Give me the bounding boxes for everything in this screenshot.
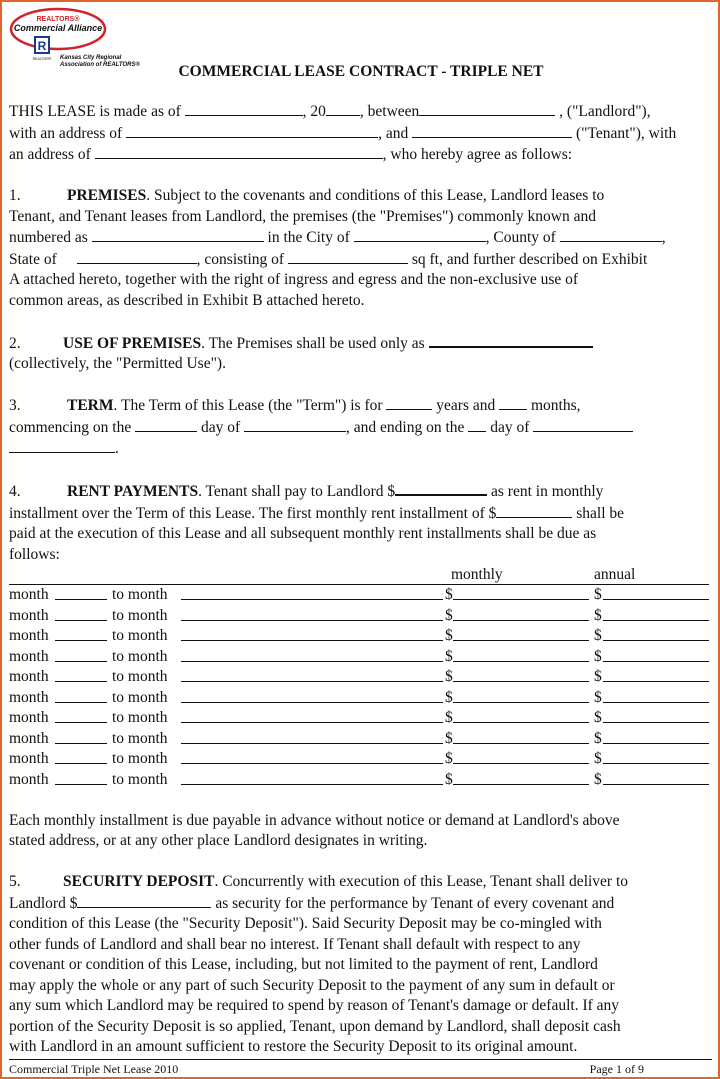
section-text: other funds of Landlord and shall bear no interest. If Tenant shall default with respect to any <box>9 935 581 953</box>
annual-amount-blank[interactable] <box>603 626 709 641</box>
period-description-blank[interactable] <box>181 749 443 764</box>
row-to-month-label: to month <box>112 688 168 706</box>
annual-dollar-sign: $ <box>594 770 602 788</box>
monthly-amount-blank[interactable] <box>453 729 589 744</box>
rent-schedule-row <box>9 770 712 791</box>
section-text: portion of the Security Deposit is so applied, Tenant, upon demand by Landlord, shall deposit cash <box>9 1017 621 1035</box>
rent-schedule-row <box>9 667 712 688</box>
column-annual: annual <box>594 566 636 583</box>
annual-dollar-sign: $ <box>594 627 602 644</box>
term-years-blank[interactable] <box>386 395 432 410</box>
section-text: may apply the whole or any part of such Security Deposit to the payment of any sum in default or <box>9 976 615 994</box>
intro-text: , 20 <box>302 103 326 120</box>
from-month-blank[interactable] <box>55 626 107 641</box>
premises-number-blank[interactable] <box>92 227 264 242</box>
period-description-blank[interactable] <box>181 729 443 744</box>
section-text: covenant or condition of this Lease, including, but not limited to the payment of rent, Landlord <box>9 956 598 973</box>
section-text: sq ft, and further described on Exhibit <box>411 250 648 268</box>
section-text: . Tenant shall pay to Landlord $ <box>198 483 396 500</box>
section-text: stated address, or at any other place Landlord designates in writing. <box>9 832 428 849</box>
from-month-blank[interactable] <box>55 770 107 785</box>
document-title: COMMERCIAL LEASE CONTRACT - TRIPLE NET <box>178 63 544 80</box>
rent-schedule-header <box>9 565 712 585</box>
annual-dollar-sign: $ <box>594 750 602 767</box>
row-month-label: month <box>9 729 49 747</box>
commence-month-blank[interactable] <box>244 417 346 432</box>
section-text: follows: <box>9 545 60 563</box>
period-description-blank[interactable] <box>181 770 443 785</box>
section-number: 5. <box>9 873 21 890</box>
section-heading: TERM <box>67 397 114 414</box>
page-footer <box>9 1059 712 1077</box>
annual-dollar-sign: $ <box>594 586 602 603</box>
section-text: Each monthly installment is due payable in advance without notice or demand at Landlord's above <box>9 811 620 829</box>
section-heading: PREMISES <box>67 187 147 204</box>
section-number: 2. <box>9 334 21 352</box>
annual-dollar-sign: $ <box>594 729 602 747</box>
section-premises <box>9 186 712 311</box>
section-text: years and <box>436 397 496 414</box>
logo-mark-caption: REALTOR® <box>32 57 52 61</box>
section-text: day of <box>490 418 530 436</box>
period-description-blank[interactable] <box>181 688 443 703</box>
section-text: , and ending on the <box>346 418 465 436</box>
section-text: in the City of <box>267 229 350 246</box>
section-security-deposit <box>9 872 712 1058</box>
period-description-blank[interactable] <box>181 585 443 600</box>
section-text: Landlord $ <box>9 894 78 912</box>
intro-text: , who hereby agree as follows: <box>382 146 573 163</box>
year-blank[interactable] <box>326 101 360 116</box>
annual-dollar-sign: $ <box>594 647 602 665</box>
section-text: Tenant, and Tenant leases from Landlord, the premises (the "Premises") commonly known and <box>9 207 596 225</box>
annual-amount-blank[interactable] <box>603 688 709 703</box>
section-heading: USE OF PREMISES <box>63 334 202 352</box>
monthly-dollar-sign: $ <box>445 750 453 767</box>
annual-amount-blank[interactable] <box>603 606 709 621</box>
monthly-amount-blank[interactable] <box>453 585 589 600</box>
monthly-dollar-sign: $ <box>445 729 453 747</box>
from-month-blank[interactable] <box>55 585 107 600</box>
intro-text: an address of <box>9 146 91 163</box>
section-number: 1. <box>9 187 21 204</box>
row-month-label: month <box>9 688 49 706</box>
section-text: , consisting of <box>196 250 285 268</box>
tenant-address-blank[interactable] <box>95 144 383 159</box>
tenant-name-blank[interactable] <box>412 123 572 138</box>
row-month-label: month <box>9 627 49 644</box>
row-month-label: month <box>9 647 49 665</box>
first-installment-blank[interactable] <box>496 503 572 518</box>
rent-schedule <box>9 585 712 790</box>
section-text: months, <box>531 397 581 414</box>
period-description-blank[interactable] <box>181 606 443 621</box>
county-blank[interactable] <box>560 227 662 242</box>
monthly-amount-blank[interactable] <box>453 770 589 785</box>
period-description-blank[interactable] <box>181 626 443 641</box>
from-month-blank[interactable] <box>55 729 107 744</box>
row-to-month-label: to month <box>112 668 168 685</box>
end-year-blank[interactable] <box>9 438 115 453</box>
section-text: . The Term of this Lease (the "Term") is for <box>113 397 383 414</box>
row-month-label: month <box>9 709 49 726</box>
monthly-amount-blank[interactable] <box>453 626 589 641</box>
section-text: A attached hereto, together with the right of ingress and egress and the non-exclusive use of <box>9 271 579 288</box>
row-month-label: month <box>9 770 49 788</box>
section-heading: RENT PAYMENTS <box>67 483 199 500</box>
section-text: shall be <box>576 504 625 522</box>
row-to-month-label: to month <box>112 729 168 747</box>
row-to-month-label: to month <box>112 647 168 665</box>
row-to-month-label: to month <box>112 709 168 726</box>
rent-schedule-row <box>9 749 712 770</box>
annual-dollar-sign: $ <box>594 688 602 706</box>
rent-schedule-row <box>9 647 712 668</box>
square-feet-blank[interactable] <box>288 249 408 264</box>
monthly-dollar-sign: $ <box>445 586 453 603</box>
landlord-address-blank[interactable] <box>126 123 378 138</box>
from-month-blank[interactable] <box>55 647 107 662</box>
annual-amount-blank[interactable] <box>603 749 709 764</box>
row-to-month-label: to month <box>112 770 168 788</box>
monthly-amount-blank[interactable] <box>453 606 589 621</box>
section-text: (collectively, the "Permitted Use"). <box>9 355 226 372</box>
annual-amount-blank[interactable] <box>603 647 709 662</box>
from-month-blank[interactable] <box>55 749 107 764</box>
annual-amount-blank[interactable] <box>603 708 709 723</box>
monthly-amount-blank[interactable] <box>453 749 589 764</box>
logo-org-line1: Kansas City Regional <box>60 55 122 61</box>
intro-text: , ("Landlord"), <box>559 103 651 120</box>
section-text: common areas, as described in Exhibit B attached hereto. <box>9 291 365 309</box>
period-description-blank[interactable] <box>181 667 443 682</box>
from-month-blank[interactable] <box>55 667 107 682</box>
intro-text: , between <box>359 103 420 120</box>
section-text: numbered as <box>9 229 88 246</box>
row-month-label: month <box>9 586 49 603</box>
section-use-of-premises <box>9 332 712 375</box>
section-rent-payments <box>9 480 712 852</box>
section-number: 4. <box>9 483 21 500</box>
column-monthly: monthly <box>451 566 503 583</box>
end-month-blank[interactable] <box>533 417 633 432</box>
monthly-amount-blank[interactable] <box>453 667 589 682</box>
intro-paragraph <box>9 101 712 166</box>
section-text: as rent in monthly <box>491 483 604 500</box>
monthly-dollar-sign: $ <box>445 688 453 706</box>
rent-schedule-row <box>9 729 712 750</box>
permitted-use-blank[interactable] <box>429 332 593 348</box>
monthly-dollar-sign: $ <box>445 668 453 685</box>
section-text: paid at the execution of this Lease and all subsequent monthly rent installments shall be due as <box>9 525 597 542</box>
section-text: commencing on the <box>9 418 132 436</box>
rent-schedule-row <box>9 688 712 709</box>
section-text: . Subject to the covenants and conditions of this Lease, Landlord leases to <box>146 187 605 204</box>
end-day-blank[interactable] <box>468 417 486 432</box>
monthly-dollar-sign: $ <box>445 627 453 644</box>
intro-text: with an address of <box>9 124 123 142</box>
commence-day-blank[interactable] <box>135 417 197 432</box>
annual-amount-blank[interactable] <box>603 585 709 600</box>
from-month-blank[interactable] <box>55 688 107 703</box>
section-text: installment over the Term of this Lease. The first monthly rent installment of $ <box>9 504 497 522</box>
footer-document-name: Commercial Triple Net Lease 2010 <box>9 1062 179 1076</box>
section-text: as security for the performance by Tenant of every covenant and <box>215 894 615 912</box>
monthly-dollar-sign: $ <box>445 606 453 624</box>
term-months-blank[interactable] <box>499 395 527 410</box>
row-month-label: month <box>9 668 49 685</box>
logo-r-mark: R <box>37 39 47 53</box>
from-month-blank[interactable] <box>55 606 107 621</box>
section-heading: SECURITY DEPOSIT <box>63 873 215 890</box>
row-to-month-label: to month <box>112 586 168 603</box>
annual-amount-blank[interactable] <box>603 667 709 682</box>
intro-text: ("Tenant"), with <box>575 124 677 142</box>
monthly-amount-blank[interactable] <box>453 708 589 723</box>
rent-amount-blank[interactable] <box>395 480 487 496</box>
rent-schedule-row <box>9 606 712 627</box>
intro-text: , and <box>378 124 409 142</box>
footer-page-number: Page 1 of 9 <box>589 1062 644 1076</box>
section-text: . <box>115 440 119 457</box>
from-month-blank[interactable] <box>55 708 107 723</box>
section-text: State of <box>9 250 57 268</box>
installment-note <box>9 811 712 852</box>
date-blank[interactable] <box>185 101 303 116</box>
monthly-amount-blank[interactable] <box>453 647 589 662</box>
rent-schedule-row <box>9 585 712 606</box>
row-to-month-label: to month <box>112 750 168 767</box>
lease-body <box>9 101 712 1058</box>
state-blank[interactable] <box>77 249 197 264</box>
section-text: day of <box>201 418 241 436</box>
security-deposit-blank[interactable] <box>77 893 211 908</box>
annual-dollar-sign: $ <box>594 606 602 624</box>
row-month-label: month <box>9 750 49 767</box>
section-text: , <box>661 229 666 246</box>
logo-org-line2: Association of REALTORS® <box>60 62 140 68</box>
section-text: condition of this Lease (the "Security Deposit"). Said Security Deposit may be co-mingled with <box>9 915 602 932</box>
section-text: . The Premises shall be used only as <box>201 334 425 352</box>
annual-amount-blank[interactable] <box>603 770 709 785</box>
row-to-month-label: to month <box>112 606 168 624</box>
monthly-dollar-sign: $ <box>445 647 453 665</box>
rent-schedule-row <box>9 708 712 729</box>
monthly-amount-blank[interactable] <box>453 688 589 703</box>
period-description-blank[interactable] <box>181 708 443 723</box>
section-text: , County of <box>485 229 556 246</box>
city-blank[interactable] <box>354 227 486 242</box>
row-to-month-label: to month <box>112 627 168 644</box>
section-text: with Landlord in an amount sufficient to restore the Security Deposit to its original amount. <box>9 1038 578 1055</box>
annual-dollar-sign: $ <box>594 668 602 685</box>
rent-schedule-row <box>9 626 712 647</box>
period-description-blank[interactable] <box>181 647 443 662</box>
monthly-dollar-sign: $ <box>445 709 453 726</box>
logo-brand-top: REALTORS® <box>36 16 80 23</box>
logo-brand-name: Commercial Alliance <box>13 23 103 33</box>
monthly-dollar-sign: $ <box>445 770 453 788</box>
landlord-name-blank[interactable] <box>419 101 555 116</box>
intro-text: THIS LEASE is made as of <box>9 103 181 120</box>
annual-amount-blank[interactable] <box>603 729 709 744</box>
section-text: . Concurrently with execution of this Lease, Tenant shall deliver to <box>214 873 629 890</box>
row-month-label: month <box>9 606 49 624</box>
section-text: any sum which Landlord may be required to spend by reason of Tenant's damage or default. If any <box>9 997 620 1014</box>
annual-dollar-sign: $ <box>594 709 602 726</box>
section-term <box>9 395 712 460</box>
section-number: 3. <box>9 397 21 414</box>
